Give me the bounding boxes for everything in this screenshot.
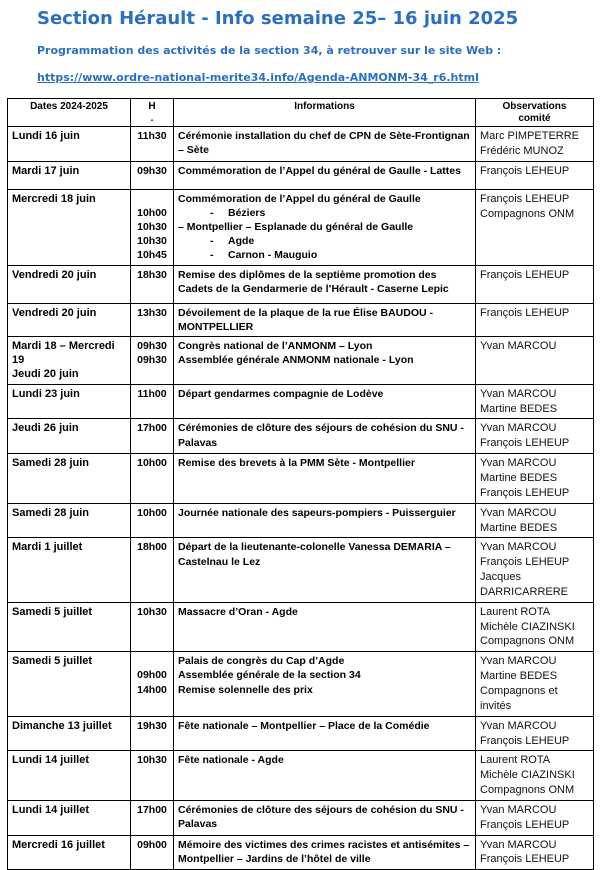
info-line: Remise des brevets à la PMM Sète - Montpellier <box>178 457 415 470</box>
time-cell: 19h30 <box>131 716 174 751</box>
time-cell: 18h00 <box>131 538 174 602</box>
info-line: Assemblée générale ANMONM nationale - Lyon <box>178 354 414 367</box>
info-cell <box>174 538 476 602</box>
info-cell <box>174 454 476 504</box>
column-header-dates <box>8 99 131 127</box>
date-cell: Lundi 14 juillet <box>8 751 131 801</box>
time-cell: 10h00 <box>131 503 174 538</box>
date-cell: Samedi 5 juillet <box>8 652 131 716</box>
date-cell: Mercredi 16 juillet <box>8 835 131 870</box>
observations-cell: Yvan MARCOU François LEHEUP Jacques DARRICARRERE <box>476 538 594 602</box>
info-line: Cérémonie installation du chef de CPN de Sète-Frontignan – Sète <box>178 130 470 157</box>
column-header-observations-line1: Observations <box>502 101 567 112</box>
time-cell: 09h00 <box>131 835 174 870</box>
info-cell <box>174 336 476 384</box>
info-cell <box>174 652 476 716</box>
info-line: Congrès national de l’ANMONM – Lyon <box>178 339 373 352</box>
table-row <box>8 503 594 538</box>
table-row <box>8 127 594 162</box>
info-line: Dévoilement de la plaque de la rue Élise BAUDOU - MONTPELLIER <box>178 306 433 333</box>
table-row <box>8 454 594 504</box>
observations-cell: Yvan MARCOU Martine BEDES Compagnons et invités <box>476 652 594 716</box>
table-row <box>8 419 594 454</box>
observations-cell: Marc PIMPETERRE Frédéric MUNOZ <box>476 127 594 162</box>
table-row <box>8 652 594 716</box>
table-row <box>8 602 594 652</box>
time-cell: 17h00 <box>131 800 174 835</box>
observations-cell: Yvan MARCOU Martine BEDES <box>476 503 594 538</box>
info-line: Cérémonies de clôture des séjours de cohésion du SNU - Palavas <box>178 803 464 831</box>
schedule-body <box>8 127 594 870</box>
table-row <box>8 835 594 870</box>
agenda-link[interactable]: https://www.ordre-national-merite34.info/Agenda-ANMONM-34_r6.html <box>37 71 479 84</box>
info-bullet-line: - Agde <box>210 235 255 248</box>
page-subtitle: Programmation des activités de la section 34, à retrouver sur le site Web : <box>37 44 502 57</box>
date-cell: Vendredi 20 juin <box>8 303 131 336</box>
observations-cell: Yvan MARCOU Martine BEDES <box>476 384 594 419</box>
info-line: Départ gendarmes compagnie de Lodève <box>178 387 384 400</box>
info-bullet-line: - Béziers <box>210 206 266 219</box>
table-row <box>8 751 594 801</box>
date-cell: Samedi 28 juin <box>8 503 131 538</box>
info-cell <box>174 503 476 538</box>
info-line: Remise des diplômes de la septième promotion des Cadets de la Gendarmerie de l’Hérault - Caserne Lepic <box>178 268 449 295</box>
info-cell <box>174 751 476 801</box>
info-line: Fête nationale - Agde <box>178 754 284 767</box>
info-line: Cérémonies de clôture des séjours de cohésion du SNU - Palavas <box>178 422 464 449</box>
info-cell <box>174 127 476 162</box>
observations-cell: François LEHEUP <box>476 265 594 303</box>
info-bullet-line: - Carnon - Mauguio <box>210 249 318 262</box>
info-cell <box>174 835 476 870</box>
time-cell: 10h30 <box>131 602 174 652</box>
observations-cell: François LEHEUP Compagnons ONM <box>476 189 594 265</box>
time-cell: 10h00 10h30 10h30 10h45 <box>131 189 174 265</box>
time-cell: 10h30 <box>131 751 174 801</box>
date-cell: Mercredi 18 juin <box>8 189 131 265</box>
time-cell: 09h00 14h00 <box>131 652 174 716</box>
info-cell <box>174 602 476 652</box>
time-cell: 18h30 <box>131 265 174 303</box>
table-row <box>8 716 594 751</box>
date-cell: Mardi 17 juin <box>8 161 131 189</box>
date-cell: Dimanche 13 juillet <box>8 716 131 751</box>
time-cell: 11h00 <box>131 384 174 419</box>
schedule-table <box>7 98 594 870</box>
info-cell <box>174 189 476 265</box>
column-header-hour <box>131 99 174 127</box>
info-cell <box>174 716 476 751</box>
column-header-hour-line2: . <box>150 112 154 124</box>
table-row <box>8 161 594 189</box>
date-cell: Mardi 1 juillet <box>8 538 131 602</box>
date-cell: Jeudi 26 juin <box>8 419 131 454</box>
time-cell: 11h30 <box>131 127 174 162</box>
info-line: Assemblée générale de la section 34 <box>178 669 361 682</box>
date-cell: Lundi 16 juin <box>8 127 131 162</box>
column-header-hour-line1: H <box>148 101 156 112</box>
info-line: Départ de la lieutenante-colonelle Vanessa DEMARIA – Castelnau le Lez <box>178 541 451 568</box>
time-cell: 10h00 <box>131 454 174 504</box>
info-cell <box>174 384 476 419</box>
column-header-observations-line2: comité <box>518 112 551 124</box>
date-cell: Lundi 23 juin <box>8 384 131 419</box>
column-header-informations <box>174 99 476 127</box>
observations-cell: Yvan MARCOU Martine BEDES François LEHEUP <box>476 454 594 504</box>
time-cell: 13h30 <box>131 303 174 336</box>
info-line: Commémoration de l’Appel du général de Gaulle <box>178 192 421 205</box>
info-cell <box>174 265 476 303</box>
info-line: Mémoire des victimes des crimes racistes et antisémites – Montpellier – Jardins de l’hôtel de ville <box>178 838 470 865</box>
time-cell: 09h30 <box>131 161 174 189</box>
table-row <box>8 189 594 265</box>
time-cell: 09h30 09h30 <box>131 336 174 384</box>
observations-cell: Laurent ROTA Michèle CIAZINSKI Compagnons ONM <box>476 751 594 801</box>
observations-cell: François LEHEUP <box>476 161 594 189</box>
table-row <box>8 336 594 384</box>
info-line: Remise solennelle des prix <box>178 683 313 696</box>
date-cell: Mardi 18 – Mercredi 19 Jeudi 20 juin <box>8 336 131 384</box>
date-cell: Samedi 5 juillet <box>8 602 131 652</box>
table-row <box>8 538 594 602</box>
info-line: Commémoration de l’Appel du général de Gaulle - Lattes <box>178 164 461 177</box>
table-row <box>8 800 594 835</box>
column-header-observations <box>476 99 594 127</box>
table-header-row <box>8 99 594 127</box>
table-row <box>8 265 594 303</box>
date-cell: Samedi 28 juin <box>8 454 131 504</box>
info-cell <box>174 303 476 336</box>
info-line: Fête nationale – Montpellier – Place de la Comédie <box>178 719 430 732</box>
info-cell <box>174 419 476 454</box>
page-title: Section Hérault - Info semaine 25– 16 juin 2025 <box>37 8 519 29</box>
column-header-dates-label: Dates 2024-2025 <box>30 101 108 112</box>
info-line: Massacre d’Oran - Agde <box>178 605 298 618</box>
observations-cell: Yvan MARCOU François LEHEUP <box>476 419 594 454</box>
info-line: Journée nationale des sapeurs-pompiers - Puisserguier <box>178 506 456 519</box>
date-cell: Lundi 14 juillet <box>8 800 131 835</box>
time-cell: 17h00 <box>131 419 174 454</box>
observations-cell: Yvan MARCOU François LEHEUP <box>476 716 594 751</box>
info-line: Palais de congrès du Cap d’Agde <box>178 655 345 668</box>
observations-cell: Yvan MARCOU François LEHEUP <box>476 800 594 835</box>
date-cell: Vendredi 20 juin <box>8 265 131 303</box>
info-cell <box>174 161 476 189</box>
info-cell <box>174 800 476 835</box>
observations-cell: Yvan MARCOU François LEHEUP <box>476 835 594 870</box>
table-row <box>8 384 594 419</box>
info-line: – Montpellier – Esplanade du général de Gaulle <box>178 221 414 234</box>
table-row <box>8 303 594 336</box>
document-header <box>0 0 600 86</box>
observations-cell: Laurent ROTA Michèle CIAZINSKI Compagnons ONM <box>476 602 594 652</box>
observations-cell: Yvan MARCOU <box>476 336 594 384</box>
column-header-informations-label: Informations <box>294 101 355 112</box>
observations-cell: François LEHEUP <box>476 303 594 336</box>
